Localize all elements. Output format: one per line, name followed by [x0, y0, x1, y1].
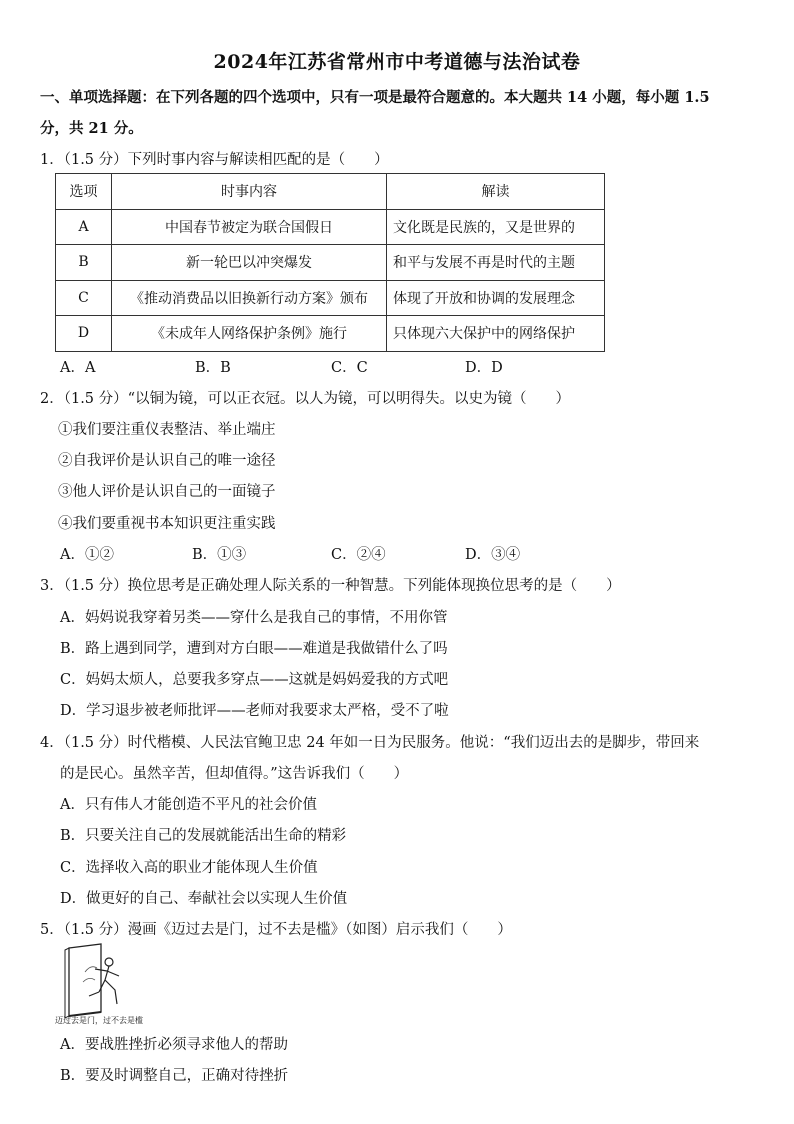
- q2-item-2: ②自我评价是认识自己的唯一途径: [58, 453, 276, 469]
- table-cell: 和平与发展不再是时代的主题: [387, 245, 605, 281]
- q4-stem-line-2: 的是民心。虽然辛苦，但却值得。”这告诉我们（ ）: [60, 766, 409, 782]
- q3-option-d[interactable]: D．学习退步被老师批评——老师对我要求太严格，受不了啦: [60, 703, 449, 719]
- table-cell: C: [56, 280, 112, 316]
- table-cell: 只体现六大保护中的网络保护: [387, 316, 605, 352]
- table-cell: 新一轮巴以冲突爆发: [112, 245, 387, 281]
- table-cell: 文化既是民族的，又是世界的: [387, 209, 605, 245]
- table-row: [56, 209, 605, 245]
- table-cell: A: [56, 209, 112, 245]
- table-cell: 中国春节被定为联合国假日: [112, 209, 387, 245]
- table-header: 选项: [56, 174, 112, 210]
- q3-option-c[interactable]: C．妈妈太烦人，总要我多穿点——这就是妈妈爱我的方式吧: [60, 672, 449, 688]
- q3-option-a[interactable]: A．妈妈说我穿着另类——穿什么是我自己的事情，不用你管: [60, 610, 448, 626]
- q5-option-a[interactable]: A．要战胜挫折必须寻求他人的帮助: [60, 1037, 288, 1053]
- table-row: [56, 316, 605, 352]
- q1-option-d[interactable]: D．D: [465, 360, 503, 376]
- q4-stem-line-1: 4．（1.5 分）时代楷模、人民法官鲍卫忠 24 年如一日为民服务。他说：“我们迈出去的是脚步，带回来: [40, 735, 700, 751]
- q2-option-a[interactable]: A．①②: [60, 547, 114, 563]
- table-header: 时事内容: [112, 174, 387, 210]
- q2-option-c[interactable]: C．②④: [331, 547, 386, 563]
- table-cell: 《推动消费品以旧换新行动方案》颁布: [112, 280, 387, 316]
- q1-stem: 1．（1.5 分）下列时事内容与解读相匹配的是（ ）: [40, 152, 389, 168]
- q4-option-a[interactable]: A．只有伟人才能创造不平凡的社会价值: [60, 797, 317, 813]
- table-cell: 《未成年人网络保护条例》施行: [112, 316, 387, 352]
- q4-option-b[interactable]: B．只要关注自己的发展就能活出生命的精彩: [60, 828, 347, 844]
- table-cell: B: [56, 245, 112, 281]
- q2-item-3: ③他人评价是认识自己的一面镜子: [58, 484, 276, 500]
- table-cell: D: [56, 316, 112, 352]
- q4-option-d[interactable]: D．做更好的自己、奉献社会以实现人生价值: [60, 891, 348, 907]
- table-row: [56, 280, 605, 316]
- q5-stem: 5．（1.5 分）漫画《迈过去是门，过不去是槛》（如图）启示我们（ ）: [40, 922, 512, 938]
- q3-option-b[interactable]: B．路上遇到同学，遭到对方白眼——难道是我做错什么了吗: [60, 641, 448, 657]
- q1-option-b[interactable]: B．B: [195, 360, 231, 376]
- table-header: 解读: [387, 174, 605, 210]
- q2-item-1: ①我们要注重仪表整洁、举止端庄: [58, 422, 276, 438]
- section-instructions-line-1: 一、单项选择题：在下列各题的四个选项中，只有一项是最符合题意的。本大题共 14 小题，每小题 1.5: [40, 89, 710, 106]
- cartoon-caption: 迈过去是门，过不去是槛: [55, 1016, 143, 1025]
- q2-option-b[interactable]: B．①③: [192, 547, 247, 563]
- table-header-row: [56, 174, 605, 210]
- q1-table: [55, 173, 605, 352]
- table-cell: 体现了开放和协调的发展理念: [387, 280, 605, 316]
- q3-stem: 3．（1.5 分）换位思考是正确处理人际关系的一种智慧。下列能体现换位思考的是（ ）: [40, 578, 621, 594]
- q2-option-d[interactable]: D．③④: [465, 547, 521, 563]
- q5-option-b[interactable]: B．要及时调整自己，正确对待挫折: [60, 1068, 289, 1084]
- q1-option-a[interactable]: A．A: [60, 360, 96, 376]
- table-row: [56, 245, 605, 281]
- q4-option-c[interactable]: C．选择收入高的职业才能体现人生价值: [60, 860, 318, 876]
- q1-option-c[interactable]: C．C: [331, 360, 368, 376]
- page-title: 2024年江苏省常州市中考道德与法治试卷: [213, 51, 581, 73]
- q2-stem: 2．（1.5 分）“以铜为镜，可以正衣冠。以人为镜，可以明得失。以史为镜（ ）: [40, 391, 571, 407]
- section-instructions-line-2: 分，共 21 分。: [40, 120, 143, 137]
- q2-item-4: ④我们要重视书本知识更注重实践: [58, 516, 276, 532]
